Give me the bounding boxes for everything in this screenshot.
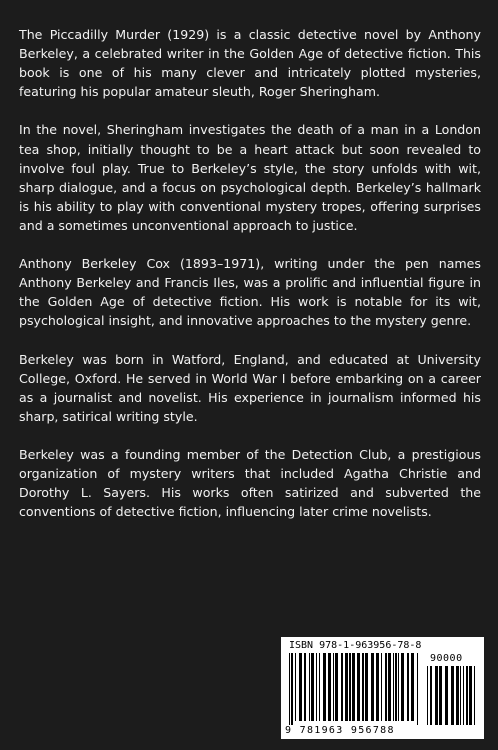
barcode-bar (352, 653, 355, 721)
barcode-bar (349, 653, 351, 721)
price-code: 90000 (430, 653, 463, 664)
barcode-bar (385, 653, 387, 721)
paragraph-intro: The Piccadilly Murder (1929) is a classic detective novel by Anthony Berkeley, a celebrated writer in the Golden Age of detective fiction. This book is one of his many clever and intricately plotted mysteries, featuring his popular amateur sleuth, Roger Sheringham. (19, 27, 481, 100)
barcode-bar (357, 653, 360, 721)
barcode-bar (407, 653, 409, 721)
barcode-bar (362, 653, 364, 721)
barcode-bar (435, 666, 438, 725)
paragraph-author-bio: Anthony Berkeley Cox (1893–1971), writing under the pen names Anthony Berkeley and Francis Iles, was a prolific and influential figure in the Golden Age of detective fiction. His work is notable for its wit, psychological insight, and innovative approaches to the mystery genre. (19, 256, 481, 329)
barcode-bar (445, 666, 448, 725)
barcode-bar (371, 653, 374, 721)
barcode-bar (365, 653, 368, 721)
barcode-bar (439, 666, 442, 725)
barcode-digits: 9 781963 956788 (285, 725, 395, 736)
barcode-bar (474, 666, 475, 725)
barcode-bar (328, 653, 331, 721)
barcode-bar (295, 653, 296, 721)
barcode-bar (304, 653, 306, 721)
barcode-bar (311, 653, 314, 721)
barcode-bar (323, 653, 326, 721)
barcode-bar (401, 653, 404, 721)
barcode-bar (345, 653, 348, 721)
barcode-bar (417, 653, 418, 725)
barcode-bar (460, 666, 461, 725)
paragraph-author-background: Berkeley was born in Watford, England, and educated at University College, Oxford. He served in World War I before embarking on a career as a journalist and novelist. His experience in journalism informed his sharp, satirical writing style. (19, 351, 481, 424)
barcode-bar (393, 653, 394, 721)
barcode-bar (381, 653, 382, 721)
barcode-main-bars (289, 653, 419, 725)
barcode-bar (451, 666, 454, 725)
paragraph-detection-club: Berkeley was a founding member of the Detection Club, a prestigious organization of mystery writers that included Agatha Christie and Dorothy L. Sayers. His works often satirized and subverted the conventions of detective fiction, influencing later crime novelists. (19, 447, 481, 520)
barcode-bar (335, 653, 338, 721)
barcode-bar (427, 666, 428, 725)
barcode-bar (291, 653, 293, 725)
barcode-bar (466, 666, 468, 725)
barcode-bar (316, 653, 317, 721)
barcode-bar (456, 666, 459, 725)
barcode-bar (395, 653, 397, 721)
description-text (19, 25, 481, 541)
barcode-bar (411, 653, 414, 721)
barcode-bar (376, 653, 379, 721)
isbn-barcode (281, 637, 484, 739)
barcode-bar (319, 653, 320, 721)
paragraph-plot: In the novel, Sheringham investigates the death of a man in a London tea shop, initially thought to be a heart attack but soon revealed to involve foul play. True to Berkeley’s style, the story unfolds with wit, sharp dialogue, and a focus on psychological depth. Berkeley’s hallmark is his ability to play with conventional mystery tropes, offering surprises and a sometimes unconventional approach to justice. (19, 122, 481, 233)
barcode-addon-bars (427, 666, 475, 725)
barcode-bar (299, 653, 302, 721)
isbn-label: ISBN 978-1-963956-78-8 (289, 640, 422, 651)
barcode-bar (469, 666, 472, 725)
barcode-bar (309, 653, 310, 721)
barcode-bar (388, 653, 391, 721)
barcode-bar (341, 653, 343, 721)
barcode-bar (463, 666, 464, 725)
barcode-bar (398, 653, 399, 721)
barcode-bar (289, 653, 290, 725)
barcode-bar (430, 666, 432, 725)
barcode-bar (333, 653, 334, 721)
